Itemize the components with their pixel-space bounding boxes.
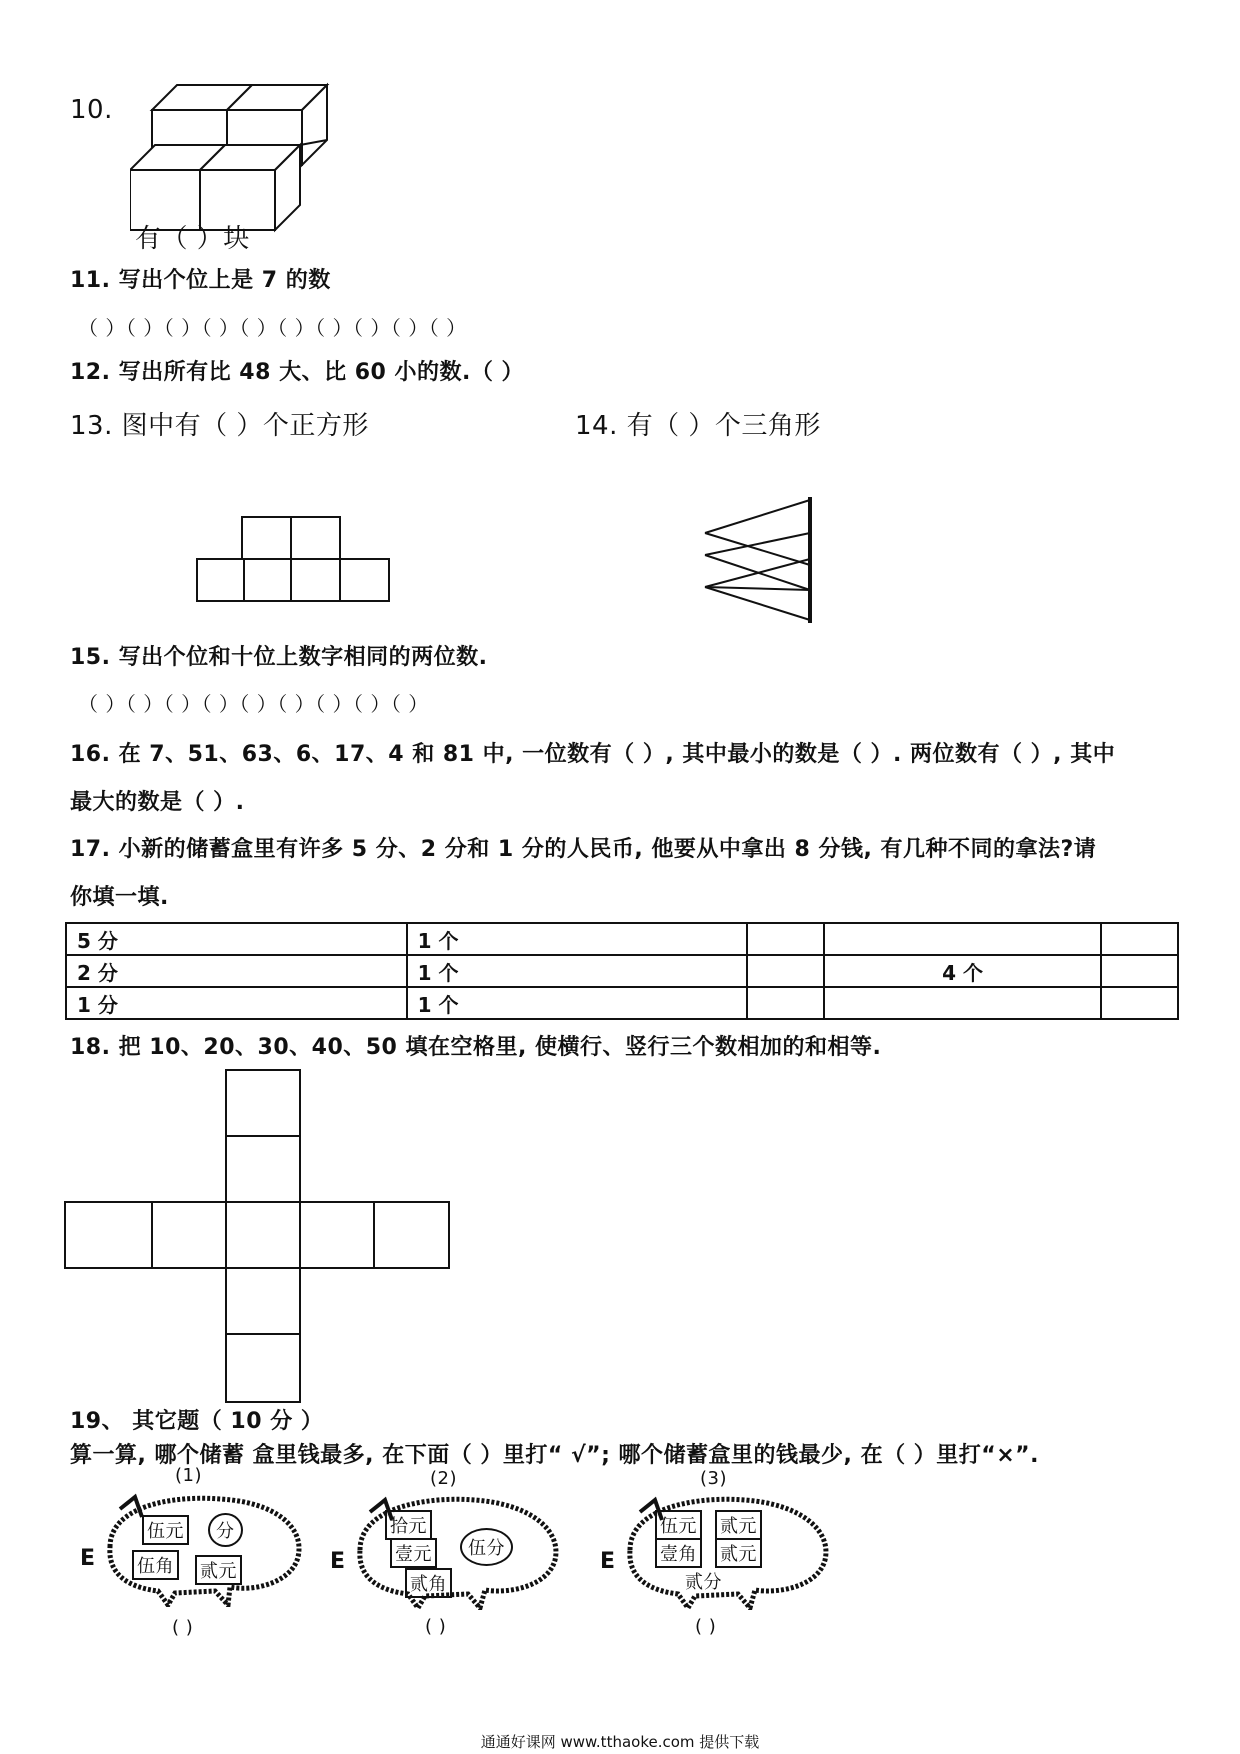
grid-cell [226, 1136, 300, 1202]
svg-text:E: E [600, 1549, 616, 1574]
q10-number: 10. [70, 95, 113, 125]
banknote: 伍元 [142, 1515, 189, 1545]
banknote: 伍角 [132, 1550, 179, 1580]
q14-triangles-figure [700, 495, 820, 625]
q13-text: 13. 图中有（ ）个正方形 [70, 411, 369, 441]
grid-cell [226, 1268, 300, 1334]
table-cell: 1 个 [407, 987, 748, 1019]
table-cell[interactable] [747, 923, 824, 955]
table-cell[interactable] [747, 955, 824, 987]
banknote: 伍元 [655, 1510, 702, 1540]
grid-cell [226, 1334, 300, 1402]
banknote: 贰角 [405, 1568, 452, 1598]
piggy-label: (3) [700, 1468, 727, 1489]
piggy-answer-blank[interactable]: ( ) [695, 1616, 717, 1637]
piggy-bank-3 [600, 1468, 840, 1638]
grid-cell [226, 1202, 300, 1268]
piggy-bank-2 [330, 1468, 570, 1638]
q18-cross-grid [63, 1068, 453, 1408]
table-row [66, 923, 1178, 955]
q12-text: 12. 写出所有比 48 大、比 60 小的数.（ ） [70, 360, 525, 385]
q18-text: 18. 把 10、20、30、40、50 填在空格里, 使横行、竖行三个数相加的和相等. [70, 1035, 882, 1060]
q19-text: 算一算, 哪个储蓄 盒里钱最多, 在下面（ ）里打“ √”; 哪个储蓄盒里的钱最少, 在（ ）里打“×”. [70, 1443, 1039, 1468]
grid-cell [374, 1202, 449, 1268]
table-cell[interactable] [1101, 987, 1178, 1019]
grid-cell [65, 1202, 152, 1268]
table-cell: 4 个 [824, 955, 1100, 987]
q16-line1: 16. 在 7、51、63、6、17、4 和 81 中, 一位数有（ ）, 其中最小的数是（ ）. 两位数有（ ）, 其中 [70, 742, 1116, 767]
grid-cell [226, 1070, 300, 1136]
table-cell: 2 分 [66, 955, 407, 987]
svg-text:E: E [330, 1549, 346, 1574]
table-cell: 5 分 [66, 923, 407, 955]
piggy-bank-outline-icon [80, 1487, 310, 1607]
q17-line1: 17. 小新的储蓄盒里有许多 5 分、2 分和 1 分的人民币, 他要从中拿出 8 分钱, 有几种不同的拿法?请 [70, 837, 1097, 862]
q10-cubes-figure [130, 70, 350, 240]
piggy-label: (1) [175, 1465, 202, 1486]
page-footer: 通通好课网 www.tthaoke.com 提供下载 [480, 1733, 760, 1751]
coin: 分 [208, 1513, 243, 1547]
q16-line2: 最大的数是（ ）. [70, 790, 245, 815]
table-cell[interactable] [1101, 955, 1178, 987]
piggy-bank-1 [80, 1465, 310, 1638]
table-row [66, 955, 1178, 987]
q14-text: 14. 有（ ）个三角形 [575, 411, 821, 441]
banknote: 壹元 [390, 1538, 437, 1568]
table-cell[interactable] [747, 987, 824, 1019]
q11-answer-blanks[interactable]: （ ）（ ）（ ）（ ）（ ）（ ）（ ）（ ）（ ）（ ） [78, 316, 467, 340]
table-cell[interactable] [1101, 923, 1178, 955]
table-cell: 1 分 [66, 987, 407, 1019]
table-cell: 1 个 [407, 923, 748, 955]
banknote: 贰元 [715, 1510, 762, 1540]
q15-answer-blanks[interactable]: （ ）（ ）（ ）（ ）（ ）（ ）（ ）（ ）（ ） [78, 692, 429, 716]
table-cell[interactable] [824, 987, 1100, 1019]
table-cell: 1 个 [407, 955, 748, 987]
grid-cell [300, 1202, 374, 1268]
banknote: 拾元 [385, 1510, 432, 1540]
piggy-label: (2) [430, 1468, 457, 1489]
coin: 贰分 [685, 1572, 722, 1593]
piggy-answer-blank[interactable]: ( ) [172, 1617, 194, 1638]
grid-cell [152, 1202, 226, 1268]
banknote: 壹角 [655, 1538, 702, 1568]
piggy-answer-blank[interactable]: ( ) [425, 1616, 447, 1637]
banknote: 贰元 [195, 1555, 242, 1585]
banknote: 贰元 [715, 1538, 762, 1568]
q10-caption: 有（ ）块 [135, 224, 250, 254]
coin: 伍分 [460, 1528, 513, 1566]
q15-title: 15. 写出个位和十位上数字相同的两位数. [70, 645, 488, 670]
table-cell[interactable] [824, 923, 1100, 955]
svg-text:E: E [80, 1546, 96, 1571]
q17-line2: 你填一填. [70, 885, 169, 910]
q19-title: 19、 其它题（ 10 分 ） [70, 1409, 324, 1434]
q11-title: 11. 写出个位上是 7 的数 [70, 268, 331, 293]
q17-coin-table [65, 922, 1179, 1020]
q13-squares-figure [195, 515, 395, 605]
table-row [66, 987, 1178, 1019]
